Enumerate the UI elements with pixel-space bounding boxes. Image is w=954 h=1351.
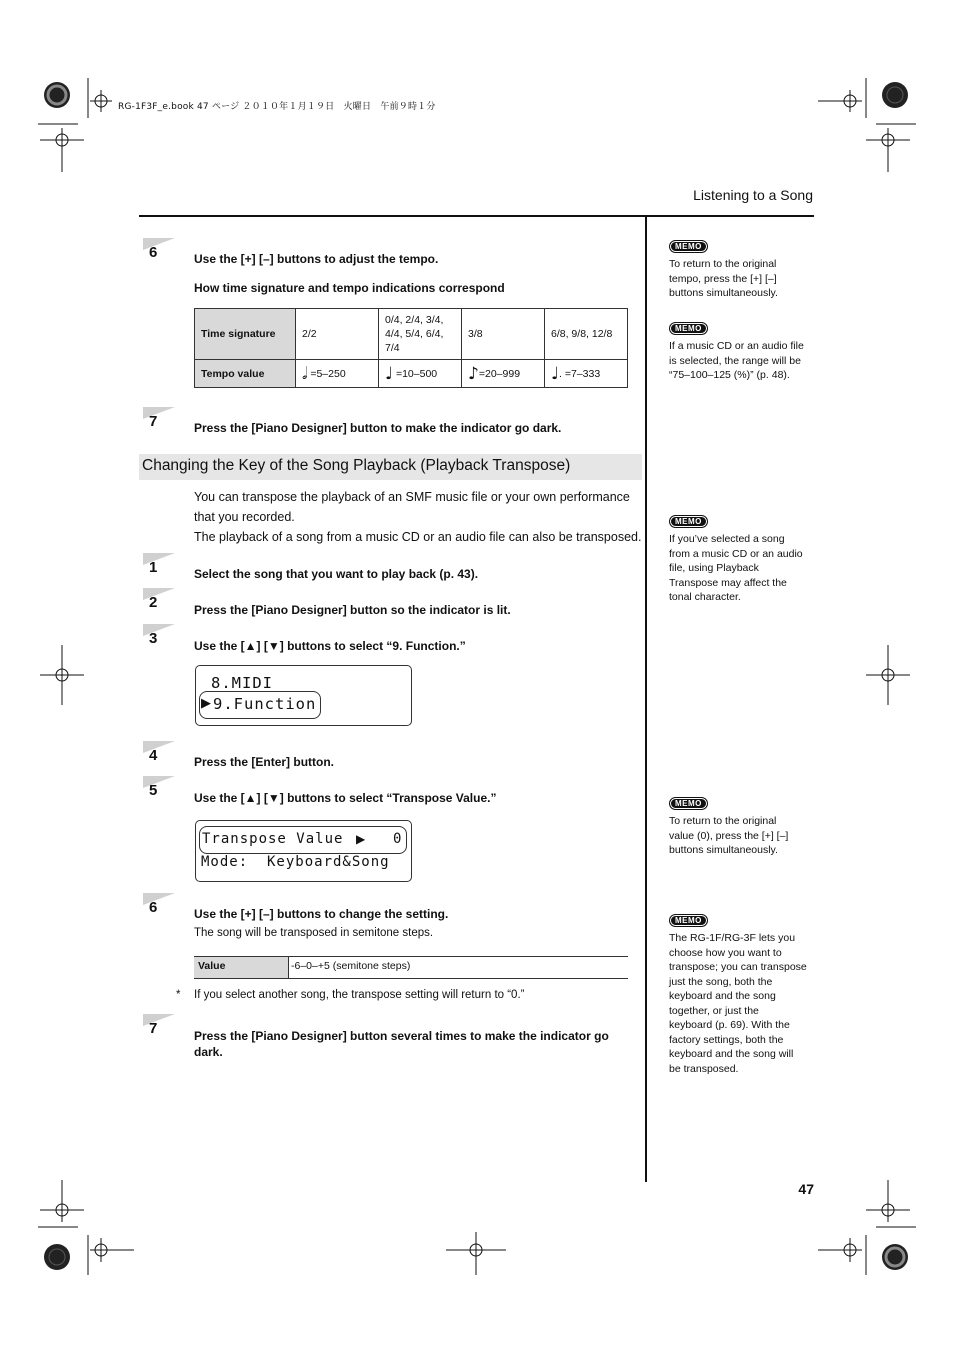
footnote-text: If you select another song, the transpose setting will return to “0.” xyxy=(194,989,525,1001)
quarter-note-icon: ♩ xyxy=(385,363,394,384)
step-instruction: Press the [Piano Designer] button to make the indicator go dark. xyxy=(194,421,562,435)
memo-badge-icon: MEMO xyxy=(669,322,708,335)
step-instruction: Select the song that you want to play back (p. 43). xyxy=(194,567,479,581)
lcd-display xyxy=(195,820,412,882)
registration-mark-icon xyxy=(818,78,916,172)
lcd-value: 0 xyxy=(393,831,403,847)
registration-mark-icon xyxy=(38,1180,134,1275)
memo-text: To return to the original tempo, press the [+] [–] buttons simultaneously. xyxy=(669,258,778,299)
table-cell: 0/4, 2/4, 3/4, 4/4, 5/4, 6/4, 7/4 xyxy=(379,309,462,360)
lcd-line: Transpose Value xyxy=(202,831,344,847)
memo-badge-icon: MEMO xyxy=(669,515,708,528)
registration-mark-icon xyxy=(818,1180,916,1275)
registration-mark-icon xyxy=(38,78,112,172)
step-detail: The song will be transposed in semitone steps. xyxy=(194,927,434,939)
page-number: 47 xyxy=(798,1181,814,1197)
step-marker: 3 xyxy=(143,624,175,648)
table-row-header: Time signature xyxy=(195,309,296,360)
memo-text: To return to the original value (0), press the [+] [–] buttons simultaneously. xyxy=(669,815,789,856)
table-row-header: Tempo value xyxy=(195,360,296,388)
table-cell: 2/2 xyxy=(296,309,379,360)
section-heading xyxy=(139,454,642,480)
registration-mark-icon xyxy=(40,645,910,705)
step-instruction: Use the [+] [–] buttons to adjust the tempo. xyxy=(194,252,439,266)
page-header-title: Listening to a Song xyxy=(693,187,813,203)
lcd-line: 8.MIDI xyxy=(211,674,273,692)
step-instruction: Use the [▲] [▼] buttons to select “9. Function.” xyxy=(194,639,466,653)
memo-note xyxy=(669,236,815,301)
memo-text: If a music CD or an audio file is selected, the range will be “75–100–125 (%)” (p. 48). xyxy=(669,340,804,381)
memo-text: If you’ve selected a song from a music CD or an audio file, using Playback Transpose may affect the tonal character. xyxy=(669,533,803,603)
memo-note xyxy=(669,793,815,858)
step-marker: 4 xyxy=(143,741,175,765)
intro-paragraph: You can transpose the playback of an SMF music file or your own performance that you recorded. xyxy=(194,490,630,524)
cursor-arrow-icon: ▶ xyxy=(201,695,211,710)
footnote-mark: * xyxy=(176,989,181,1001)
memo-badge-icon: MEMO xyxy=(669,914,708,927)
memo-badge-icon: MEMO xyxy=(669,240,708,253)
step-marker: 7 xyxy=(143,1014,175,1038)
step-marker: 7 xyxy=(143,407,175,431)
lcd-display xyxy=(195,665,412,726)
registration-mark-icon xyxy=(446,1232,506,1275)
step-instruction: Use the [▲] [▼] buttons to select “Transpose Value.” xyxy=(194,791,497,805)
step-instruction: Press the [Enter] button. xyxy=(194,755,335,769)
step-instruction: Press the [Piano Designer] button so the indicator is lit. xyxy=(194,603,511,617)
column-divider xyxy=(645,217,647,1182)
table-cell: 3/8 xyxy=(462,309,545,360)
step-instruction: Use the [+] [–] buttons to change the setting. xyxy=(194,907,449,921)
table-cell: ♩ =10–500 xyxy=(379,360,462,388)
table-cell: -6–0–+5 (semitone steps) xyxy=(291,960,411,972)
memo-note xyxy=(669,910,815,1076)
memo-note xyxy=(669,511,815,605)
tempo-table xyxy=(194,308,628,388)
lcd-selection xyxy=(199,691,321,719)
intro-paragraph: The playback of a song from a music CD or an audio file can also be transposed. xyxy=(194,530,642,544)
cursor-arrow-icon: ▶ xyxy=(356,832,366,846)
lcd-selection xyxy=(199,826,407,854)
step-marker: 6 xyxy=(143,238,175,262)
header-rule xyxy=(139,215,814,217)
table-cell: ♩. =7–333 xyxy=(545,360,628,388)
step-marker: 6 xyxy=(143,893,175,917)
memo-note xyxy=(669,318,815,383)
dotted-quarter-note-icon: ♩ xyxy=(551,363,560,384)
table-caption: How time signature and tempo indications correspond xyxy=(194,281,505,295)
lcd-line: 9.Function xyxy=(213,695,317,713)
table-row-header: Value xyxy=(194,957,289,978)
value-table xyxy=(194,956,628,979)
step-instruction: Press the [Piano Designer] button several times to make the indicator go dark. xyxy=(194,1029,609,1059)
step-marker: 5 xyxy=(143,776,175,800)
memo-text: The RG-1F/RG-3F lets you choose how you want to transpose; you can transpose just the song, both the keyboard and the song together, or just the keyboard (p. 69). With the factory settings, both the keyboard and the song will be transposed. xyxy=(669,932,807,1075)
lcd-line: Mode: Keyboard&Song xyxy=(201,854,390,870)
table-cell: 𝅗𝅥 =5–250 xyxy=(296,360,379,388)
section-title: Changing the Key of the Song Playback (Playback Transpose) xyxy=(142,457,571,474)
print-meta-line: RG-1F3F_e.book 47 ページ ２０１０年１月１９日 火曜日 午前９時１分 xyxy=(118,102,436,112)
table-cell: 6/8, 9/8, 12/8 xyxy=(545,309,628,360)
step-marker: 1 xyxy=(143,553,175,577)
step-marker: 2 xyxy=(143,588,175,612)
half-note-icon: 𝅗𝅥 xyxy=(302,363,308,384)
memo-badge-icon: MEMO xyxy=(669,797,708,810)
eighth-note-icon: ♪ xyxy=(468,363,479,384)
table-cell: ♪=20–999 xyxy=(462,360,545,388)
